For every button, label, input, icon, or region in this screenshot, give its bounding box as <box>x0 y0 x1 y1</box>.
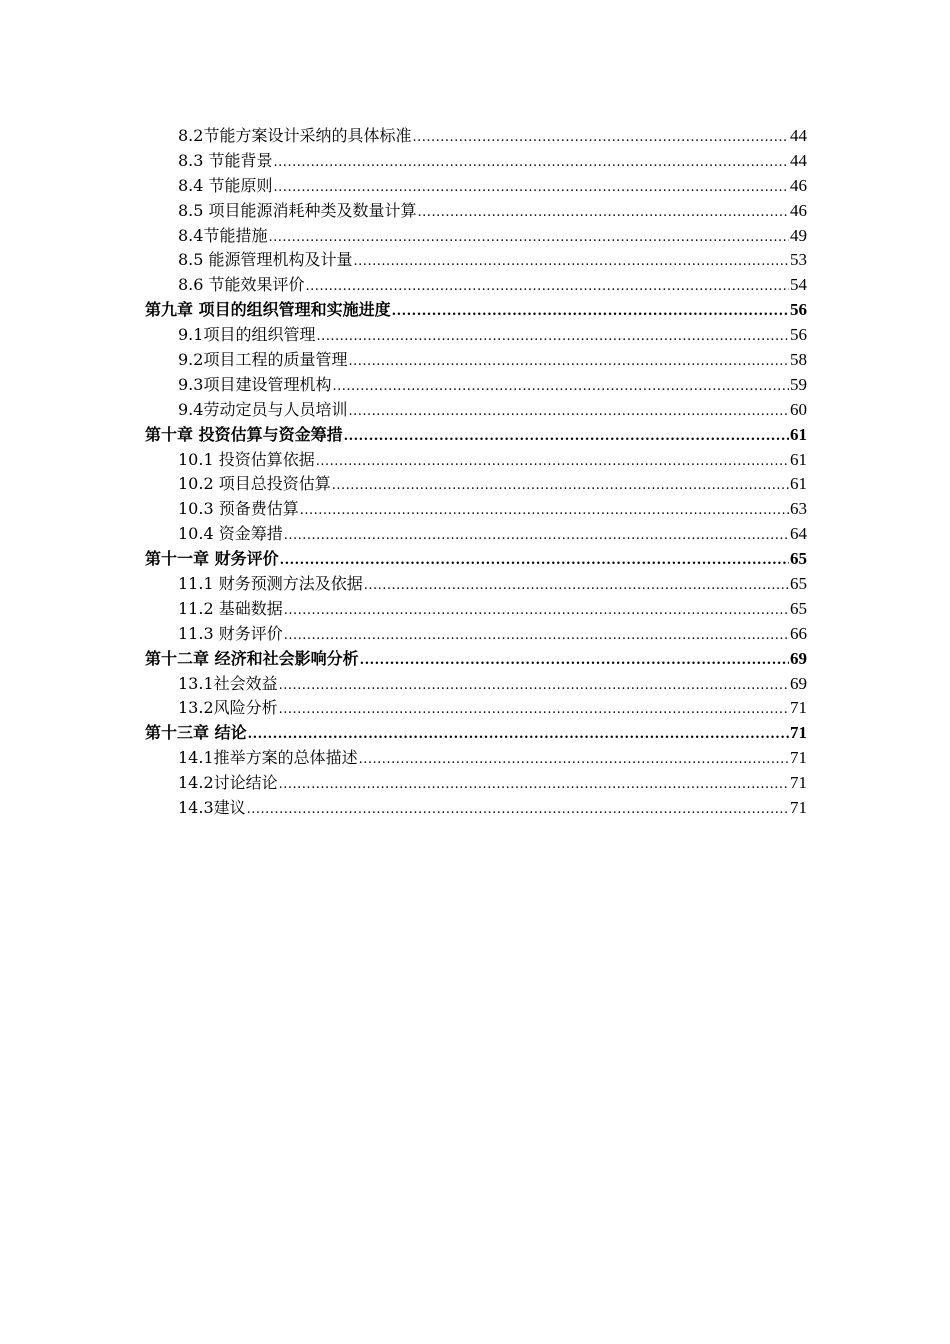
toc-dot-leader <box>348 400 789 423</box>
toc-section-entry[interactable] <box>145 746 807 771</box>
toc-section-entry[interactable] <box>145 796 807 821</box>
toc-section-entry[interactable] <box>145 472 807 497</box>
toc-section-entry[interactable] <box>145 497 807 522</box>
toc-section-entry[interactable] <box>145 149 807 174</box>
toc-entry-title: 9.3项目建设管理机构 <box>178 374 332 394</box>
toc-entry-page-number: 64 <box>790 524 807 544</box>
toc-entry-title: 8.2节能方案设计采纳的具体标准 <box>178 126 412 145</box>
toc-entry-title: 8.3 节能背景 <box>178 150 273 170</box>
toc-entry-page-number: 61 <box>790 474 807 494</box>
toc-entry-title: 第十章 投资估算与资金筹措 <box>145 424 343 444</box>
toc-entry-title: 10.4 资金筹措 <box>178 524 283 544</box>
toc-dot-leader <box>360 649 789 672</box>
toc-dot-leader <box>412 126 789 149</box>
toc-entry-title: 9.2项目工程的质量管理 <box>178 350 348 370</box>
toc-dot-leader <box>359 748 789 771</box>
toc-entry-page-number: 65 <box>790 574 807 594</box>
toc-dot-leader <box>248 723 789 746</box>
toc-dot-leader <box>247 798 789 821</box>
toc-chapter-entry[interactable] <box>145 298 807 323</box>
toc-section-entry[interactable] <box>145 199 807 224</box>
toc-entry-title: 8.4 节能原则 <box>178 175 273 195</box>
toc-dot-leader <box>332 375 789 398</box>
toc-entry-title: 14.1推举方案的总体描述 <box>178 748 358 768</box>
toc-entry-title: 11.1 财务预测方法及依据 <box>178 574 363 594</box>
toc-entry-page-number: 54 <box>790 275 807 295</box>
toc-entry-title: 10.3 预备费估算 <box>178 499 299 519</box>
toc-entry-title: 8.6 节能效果评价 <box>178 275 305 295</box>
toc-entry-page-number: 69 <box>790 648 807 668</box>
toc-section-entry[interactable] <box>145 373 807 398</box>
toc-dot-leader <box>348 350 789 373</box>
toc-entry-page-number: 58 <box>790 350 807 370</box>
toc-entry-page-number: 56 <box>790 300 807 320</box>
toc-dot-leader <box>316 325 789 348</box>
toc-entry-page-number: 71 <box>790 723 807 743</box>
toc-entry-page-number: 46 <box>790 200 807 220</box>
toc-entry-page-number: 66 <box>790 623 807 643</box>
toc-section-entry[interactable] <box>145 672 807 697</box>
toc-entry-page-number: 46 <box>790 175 807 195</box>
toc-section-entry[interactable] <box>145 572 807 597</box>
toc-entry-page-number: 65 <box>790 549 807 569</box>
toc-dot-leader <box>279 773 789 796</box>
toc-entry-page-number: 44 <box>790 150 807 170</box>
toc-entry-page-number: 61 <box>790 424 807 444</box>
toc-entry-page-number: 53 <box>790 250 807 270</box>
toc-section-entry[interactable] <box>145 696 807 721</box>
toc-chapter-entry[interactable] <box>145 423 807 448</box>
toc-entry-page-number: 71 <box>790 698 807 718</box>
toc-entry-title: 8.4节能措施 <box>178 225 268 245</box>
toc-dot-leader <box>306 275 789 298</box>
toc-entry-page-number: 69 <box>790 673 807 693</box>
toc-entry-page-number: 59 <box>790 374 807 394</box>
toc-dot-leader <box>354 250 789 273</box>
toc-dot-leader <box>274 151 789 174</box>
toc-entry-title: 13.1社会效益 <box>178 673 278 693</box>
toc-entry-title: 第九章 项目的组织管理和实施进度 <box>145 300 391 320</box>
toc-chapter-entry[interactable] <box>145 647 807 672</box>
toc-entry-title: 10.2 项目总投资估算 <box>178 474 331 494</box>
toc-dot-leader <box>279 698 789 721</box>
toc-section-entry[interactable] <box>145 174 807 199</box>
toc-entry-page-number: 71 <box>790 773 807 793</box>
toc-dot-leader <box>284 524 789 547</box>
toc-entry-page-number: 56 <box>790 325 807 345</box>
toc-dot-leader <box>279 674 789 697</box>
toc-section-entry[interactable] <box>145 124 807 149</box>
toc-entry-title: 11.2 基础数据 <box>178 598 283 618</box>
toc-dot-leader <box>316 450 789 473</box>
toc-dot-leader <box>344 425 789 448</box>
toc-section-entry[interactable] <box>145 398 807 423</box>
toc-entry-title: 第十一章 财务评价 <box>145 549 279 569</box>
toc-entry-title: 13.2风险分析 <box>178 698 278 718</box>
toc-entry-title: 8.5 项目能源消耗种类及数量计算 <box>178 200 417 220</box>
toc-entry-title: 14.3建议 <box>178 798 246 818</box>
toc-dot-leader <box>418 201 789 224</box>
toc-dot-leader <box>274 176 789 199</box>
toc-dot-leader <box>268 226 789 249</box>
toc-section-entry[interactable] <box>145 248 807 273</box>
toc-section-entry[interactable] <box>145 771 807 796</box>
toc-section-entry[interactable] <box>145 348 807 373</box>
toc-section-entry[interactable] <box>145 323 807 348</box>
toc-section-entry[interactable] <box>145 273 807 298</box>
toc-dot-leader <box>392 300 789 323</box>
toc-chapter-entry[interactable] <box>145 547 807 572</box>
toc-section-entry[interactable] <box>145 622 807 647</box>
toc-entry-page-number: 60 <box>790 399 807 419</box>
toc-entry-title: 10.1 投资估算依据 <box>178 449 315 469</box>
toc-entry-page-number: 49 <box>790 225 807 245</box>
toc-dot-leader <box>280 549 789 572</box>
toc-entry-title: 第十三章 结论 <box>145 723 247 743</box>
toc-entry-page-number: 65 <box>790 598 807 618</box>
table-of-contents <box>145 124 807 821</box>
toc-entry-page-number: 71 <box>790 748 807 768</box>
toc-section-entry[interactable] <box>145 522 807 547</box>
toc-entry-title: 14.2讨论结论 <box>178 773 278 793</box>
toc-section-entry[interactable] <box>145 224 807 249</box>
toc-entry-title: 第十二章 经济和社会影响分析 <box>145 648 359 668</box>
toc-entry-page-number: 63 <box>790 499 807 519</box>
toc-chapter-entry[interactable] <box>145 721 807 746</box>
toc-entry-title: 11.3 财务评价 <box>178 623 283 643</box>
toc-entry-page-number: 71 <box>790 798 807 818</box>
toc-entry-title: 9.1项目的组织管理 <box>178 325 316 345</box>
toc-dot-leader <box>300 499 789 522</box>
toc-dot-leader <box>332 474 789 497</box>
toc-dot-leader <box>364 574 789 597</box>
toc-entry-title: 8.5 能源管理机构及计量 <box>178 250 353 270</box>
toc-entry-page-number: 61 <box>790 449 807 469</box>
toc-entry-title: 9.4劳动定员与人员培训 <box>178 399 348 419</box>
toc-dot-leader <box>284 624 789 647</box>
toc-section-entry[interactable] <box>145 448 807 473</box>
toc-section-entry[interactable] <box>145 597 807 622</box>
toc-dot-leader <box>284 599 789 622</box>
toc-entry-page-number: 44 <box>790 126 807 145</box>
